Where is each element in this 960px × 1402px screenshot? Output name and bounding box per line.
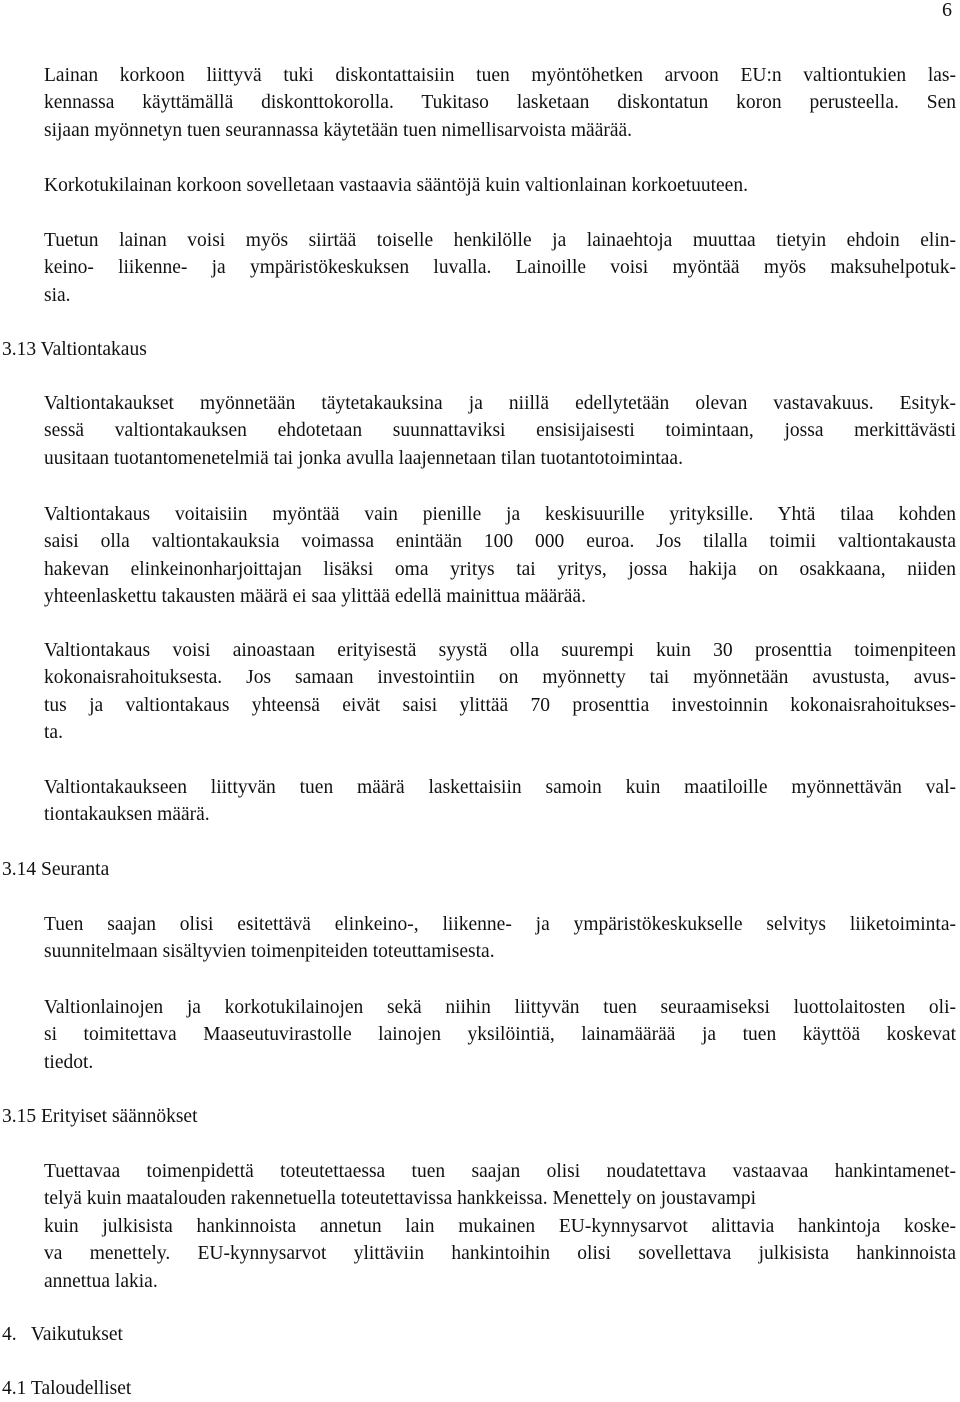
text-line: Tuettavaa toimenpidettä toteutettaessa tuen saajan olisi noudatettava vastaavaa hankintamenet- <box>44 1161 956 1182</box>
paragraph-state-guarantee-sme <box>44 501 956 611</box>
text-line: uusitaan tuotantomenetelmiä tai jonka avulla laajennetaan tilan tuotantotoimintaa. <box>44 447 683 469</box>
text-line: Valtiontakaukset myönnetään täytetakauksina ja niillä edellytetään olevan vastavakuus. Esityk- <box>44 393 956 414</box>
paragraph-state-guarantee-intro <box>44 390 956 472</box>
paragraph-interest-subsidy-loan <box>44 172 956 199</box>
text-line: telyä kuin maatalouden rakennetuella toteutettavissa hankkeissa. Menettely on joustavampi <box>44 1188 757 1210</box>
paragraph-procurement <box>44 1158 956 1295</box>
text-line: Valtiontakaukseen liittyvän tuen määrä laskettaisiin samoin kuin maatiloille myönnettävän val- <box>44 777 956 798</box>
text-line: sia. <box>44 284 71 306</box>
section-heading-3-13: 3.13 Valtiontakaus <box>2 339 147 360</box>
paragraph-loan-transfer <box>44 227 956 309</box>
text-line: va menettely. EU-kynnysarvot ylittäviin hankintoihin olisi sovellettava julkisista hankinnoista <box>44 1243 956 1265</box>
text-line: tiedot. <box>44 1051 94 1073</box>
paragraph-loan-interest-support <box>44 62 956 144</box>
text-line: kennassa käyttämällä diskonttokorolla. Tukitaso lasketaan diskontatun koron perusteella. Sen <box>44 92 956 114</box>
paragraph-state-guarantee-percentage <box>44 637 956 747</box>
text-line: saisi olla valtiontakauksia voimassa enintään 100 000 euroa. Jos tilalla toimii valtiontakausta <box>44 531 956 553</box>
text-line: annettua lakia. <box>44 1270 158 1292</box>
text-line: Lainan korkoon liittyvä tuki diskontattaisiin tuen myöntöhetken arvoon EU:n valtiontukien las- <box>44 65 956 86</box>
text-line: Valtiontakaus voitaisiin myöntää vain pienille ja keskisuurille yrityksille. Yhtä tilaa kohden <box>44 504 956 525</box>
text-line: sessä valtiontakauksen ehdotetaan suunnattaviksi ensisijaisesti toimintaan, jossa merkittävästi <box>44 420 956 442</box>
text-line: Tuen saajan olisi esitettävä elinkeino-, liikenne- ja ympäristökeskukselle selvitys liiketoiminta- <box>44 914 956 935</box>
text-line: ta. <box>44 722 63 744</box>
text-line: si toimitettava Maaseutuvirastolle lainojen yksilöintiä, lainamäärää ja tuen käyttöä koskevat <box>44 1024 956 1046</box>
text-line: kokonaisrahoituksesta. Jos samaan investointiin on myönnetty tai myönnetään avustusta, avus- <box>44 667 956 689</box>
text-line: kuin julkisista hankinnoista annetun lain mukainen EU-kynnysarvot alittavia hankintoja koske- <box>44 1215 956 1237</box>
section-heading-3-14: 3.14 Seuranta <box>2 859 110 880</box>
text-line: tiontakauksen määrä. <box>44 804 210 826</box>
text-line: tus ja valtiontakaus yhteensä eivät saisi ylittää 70 prosenttia investoinnin kokonaisrahoitukses- <box>44 694 956 716</box>
text-line: Valtionlainojen ja korkotukilainojen sekä niihin liittyvän tuen seuraamiseksi luottolaitosten oli- <box>44 997 956 1018</box>
page-number: 6 <box>942 0 952 21</box>
paragraph-state-guarantee-support-amount <box>44 774 956 829</box>
text-line: hakevan elinkeinonharjoittajan lisäksi oma yritys tai yritys, jossa hakija on osakkaana, niiden <box>44 558 956 580</box>
text-line: Valtiontakaus voisi ainoastaan erityisestä syystä olla suurempi kuin 30 prosenttia toimenpiteen <box>44 640 956 661</box>
text-line: suunnitelmaan sisältyvien toimenpiteiden toteuttamisesta. <box>44 941 495 963</box>
paragraph-monitoring-report <box>44 911 956 966</box>
text-line: keino- liikenne- ja ympäristökeskuksen luvalla. Lainoille voisi myöntää myös maksuhelpotuk- <box>44 257 956 279</box>
text-line: sijaan myönnetyn tuen seurannassa käytetään tuen nimellisarvoista määrää. <box>44 119 633 141</box>
section-heading-4: 4. Vaikutukset <box>2 1324 123 1345</box>
text-line: yhteenlaskettu takausten määrä ei saa ylittää edellä mainittua määrää. <box>44 586 586 608</box>
text-line: Tuetun lainan voisi myös siirtää toiselle henkilölle ja lainaehtoja muuttaa tietyin ehdoin elin- <box>44 230 956 251</box>
text-line: Korkotukilainan korkoon sovelletaan vastaavia sääntöjä kuin valtionlainan korkoetuuteen. <box>44 175 748 196</box>
paragraph-monitoring-credit-institutions <box>44 994 956 1076</box>
section-heading-4-1: 4.1 Taloudelliset <box>2 1378 132 1399</box>
section-heading-3-15: 3.15 Erityiset säännökset <box>2 1106 198 1127</box>
